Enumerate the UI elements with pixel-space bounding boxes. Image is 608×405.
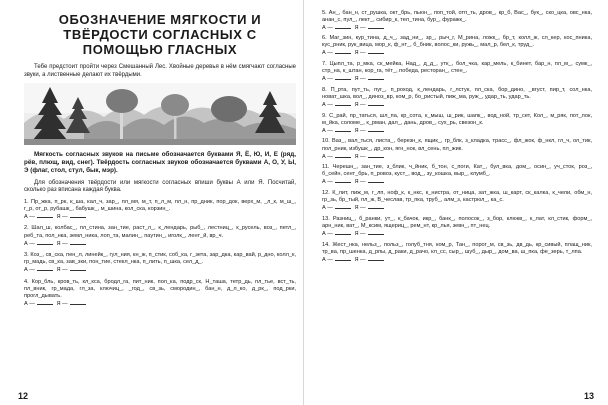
exercise-number: 13. (322, 215, 330, 222)
exercise-text: Черешн_, зан_тие, з_блик, ч_йник, б_тон, с_поги, Кат_, бул_вка, дом_, осин_, уч_сток, роз_, б_сейн, сент_брь, п_ровоз, куст_, вод_, зу_кошка, выр_, клумб_. (322, 164, 592, 178)
answer-ya-blank[interactable] (368, 178, 384, 183)
answer-ya-label: Я — (56, 240, 68, 247)
answer-ya-blank[interactable] (368, 204, 384, 209)
exercise-4 (24, 279, 296, 301)
answer-ya-label: Я — (354, 127, 366, 134)
answer-line (322, 256, 592, 264)
exercise-text: Цыпл_та, р_мка, ск_мейка, Над_, д_д_, утк_, бол_чка, кар_мель, к_бинет, бар_н, пл_м_, сумк_, стр_на, к_штан, кор_га, тёт_, победа, ресторан_, стен_. (322, 61, 592, 75)
answer-line (24, 240, 296, 248)
answer-ya-label: Я — (354, 205, 366, 212)
answer-a-label: А — (24, 301, 35, 308)
answer-a-label: А — (24, 267, 35, 274)
exercise-number: 12. (322, 190, 330, 197)
answer-a-label: А — (322, 179, 333, 186)
answer-a-label: А — (322, 24, 333, 31)
answer-line (322, 153, 592, 161)
exercise-1 (24, 199, 296, 213)
exercise-text: Жест_нка, нельз_, польз_, голуб_тня, ком_р, Тан_, порог_м, св_зь, дв_дь, кр_сивый, плащ_ник, тр_ва, пр_шенка, д_рпы, д_раки, д_рачо, кл_сс, сыр_, шуб_, дыр_, дом_ва, ш_пка, фе_зерь, т_лпа. (322, 241, 592, 255)
answer-line (322, 49, 592, 57)
answer-a-blank[interactable] (335, 230, 351, 235)
answer-a-label: А — (322, 76, 333, 83)
exercise-8 (322, 87, 592, 101)
answer-a-blank[interactable] (335, 75, 351, 80)
answer-line (322, 127, 592, 135)
page-title: ОБОЗНАЧЕНИЕ МЯГКОСТИ И ТВЁРДОСТИ СОГЛАСНЫХ С ПОМОЩЬЮ ГЛАСНЫХ (58, 12, 262, 57)
answer-a-blank[interactable] (335, 101, 351, 106)
right-page (322, 6, 592, 398)
answer-line (24, 266, 296, 274)
exercise-11 (322, 164, 592, 178)
answer-ya-blank[interactable] (368, 24, 384, 29)
exercise-9 (322, 113, 592, 127)
answer-a-blank[interactable] (335, 204, 351, 209)
answer-ya-label: Я — (354, 101, 366, 108)
exercise-number: 3. (24, 251, 29, 258)
exercise-text: Ан_, бан_н, ст_рушка, окт_брь, пьюн_, поп_той, отп_ть, дров_, кр_б, Вас_, бук_, ско_цка, овс_нка, анан_с, пул_, лект_, сибир_к, тел_тина, бур_, фуражк_. (322, 9, 592, 23)
answer-a-blank[interactable] (335, 49, 351, 54)
answer-a-blank[interactable] (335, 178, 351, 183)
left-page (24, 6, 296, 398)
answer-a-label: А — (322, 230, 333, 237)
exercise-2 (24, 225, 296, 239)
answer-a-blank[interactable] (37, 266, 53, 271)
exercise-text: Пр_жка, п_рк, к_ша, кал_ч, зар_, пл_мя, м_т, п_л_м, пл_н, пр_дник, пор_док, верх_м, _л_к, м_ш_, г_р, от_р, рубашк_, бабушк_, м_шина, кол_ска, корзин_. (24, 198, 296, 212)
answer-ya-label: Я — (354, 24, 366, 31)
answer-a-label: А — (322, 101, 333, 108)
exercise-number: 1. (24, 198, 29, 205)
exercise-13 (322, 216, 592, 230)
exercise-number: 8. (322, 86, 327, 93)
answer-ya-label: Я — (354, 50, 366, 57)
answer-ya-blank[interactable] (368, 101, 384, 106)
answer-ya-label: Я — (354, 179, 366, 186)
answer-ya-label: Я — (354, 256, 366, 263)
exercise-12 (322, 190, 592, 204)
exercise-3 (24, 252, 296, 266)
exercise-number: 4. (24, 278, 29, 285)
exercise-7 (322, 61, 592, 75)
exercise-text: С_рай, пр_таться, шл_па, кр_сота, к_мыш, ш_рик, шапк_, вод_ной, тр_сет, Кол_, м_ряк, пот_лок, м_йка, соломе_, к_рман, дал_, дань, дров_, сух_рь, свезон_к. (322, 112, 592, 126)
page-number-left: 12 (18, 391, 29, 401)
answer-ya-blank[interactable] (368, 75, 384, 80)
forest-illustration (24, 83, 296, 145)
answer-ya-blank[interactable] (70, 213, 86, 218)
exercise-number: 7. (322, 61, 327, 68)
task-text: Для обозначения твёрдости или мягкости согласных впиши буквы А или Я. Посчитай, сколько раз вписана каждая буква. (24, 179, 296, 194)
exercise-number: 10. (322, 138, 330, 145)
answer-line (24, 300, 296, 308)
answer-a-blank[interactable] (335, 24, 351, 29)
answer-a-blank[interactable] (335, 153, 351, 158)
exercise-10 (322, 138, 592, 152)
exercise-number: 11. (322, 164, 330, 171)
answer-ya-label: Я — (354, 153, 366, 160)
exercise-text: Кор_бль, кров_ть, кл_кса, бродл_га, пит_ник, пол_ка, подр_ск, Н_таша, тетр_дь, пл_тье, вст_ть, пл_вник, гр_мада, гл_за, ключиц_, _год_, св_зь, смородин_, бан_н, д_л_ко, д_рк_, под_рки, прогл_дывать. (24, 278, 296, 299)
exercise-text: Шал_ш, колбас_, пл_стина, зан_тие, раст_л_, к_лендарь, рыб_, лестниц_, к_русель, воз_, петл_, реб_та, пол_нка, земл_ника, лоп_та, малин_, паутин_, иголк_, лент_й, вр_ч. (24, 225, 296, 239)
exercise-number: 5. (322, 9, 327, 16)
exercise-text: Разниц_, б_ранки, ут_, к_бачок, икр_, банк_, полосок_, з_бор, клюкв_, к_лат, кл_стик, форм_, арн_ник, ват_, М_ксим, ящериц_, рем_нт, кр_лья, зевн_, пт_нец. (322, 215, 592, 229)
answer-a-blank[interactable] (335, 127, 351, 132)
answer-ya-label: Я — (56, 267, 68, 274)
answer-line (322, 101, 592, 109)
answer-a-blank[interactable] (37, 240, 53, 245)
exercise-number: 9. (322, 112, 327, 119)
exercise-5 (322, 10, 592, 24)
exercise-text: Ваз_, вал_ться, листа_, березн_к, ящик_, гр_блк, з_кладка, трасс_, фл_жок, ф_нкл, гл_ч, ол_тик, пол_рник, избушк_, др_кон, ягн_нок, вл_сень, пл_жик. (322, 138, 592, 152)
exercise-14 (322, 242, 592, 256)
answer-a-label: А — (24, 240, 35, 247)
answer-a-blank[interactable] (37, 300, 53, 305)
exercise-text: Коз_, св_ска, пен_л, линейк_, гул_ния, кн_ж, п_стик, соб_ка, г_зета, зар_дка, кар_вай, р_дно, колл_к, гр_мадь, св_ка, зав_зки, пон_тие, стекл_нка, п_лить, п_шка, сел_д_. (24, 251, 296, 266)
answer-a-label: А — (322, 153, 333, 160)
page-fold (303, 0, 304, 405)
answer-a-label: А — (322, 256, 333, 263)
exercise-number: 14. (322, 241, 330, 248)
rule-text: Мягкость согласных звуков на письме обозначается буквами Я, Ё, Ю, И, Е (ряд, рёв, плющ, вид, снег). Твёрдость согласных звуков обозначается буквами А, О, У, Ы, Э (флаг, стол, стул, бык, мэр). (24, 151, 296, 174)
answer-ya-label: Я — (354, 76, 366, 83)
answer-line (322, 75, 592, 83)
answer-line (322, 204, 592, 212)
answer-ya-blank[interactable] (70, 300, 86, 305)
answer-line (322, 230, 592, 238)
answer-line (24, 213, 296, 221)
answer-ya-label: Я — (56, 214, 68, 221)
answer-line (322, 178, 592, 186)
exercise-6 (322, 35, 592, 49)
intro-text: Тебе предстоит пройти через Смешанный Лес. Хвойные деревья в нём смягчают согласные звуки, а лиственные делают их твёрдыми. (24, 64, 296, 78)
exercise-text: Маг_зин, кур_тина, д_ч_, зад_ни_, зр_, рыч_г, М_рина, ложк_, бр_т, колл_ж, сл_кер, кос_пника, кус_рник, рук_вица, мор_к, ф_нт_, б_бник, волос_ки, ружь_, мал_р, бел_к, труд_. (322, 35, 592, 49)
exercise-number: 6. (322, 35, 327, 42)
answer-line (322, 24, 592, 32)
answer-ya-blank[interactable] (368, 230, 384, 235)
exercise-number: 2. (24, 225, 29, 232)
answer-a-label: А — (322, 205, 333, 212)
page-number-right: 13 (583, 391, 594, 401)
answer-ya-blank[interactable] (70, 240, 86, 245)
answer-ya-blank[interactable] (368, 49, 384, 54)
answer-ya-blank[interactable] (368, 256, 384, 261)
answer-a-label: А — (24, 214, 35, 221)
answer-a-blank[interactable] (37, 213, 53, 218)
answer-ya-label: Я — (354, 230, 366, 237)
exercise-text: П_рта, пут_ть, пуг_, п_роход, к_лендарь, г_лстук, пл_ска, бор_дино, _вгуст, пир_т, сол_нка, новат_шка, вол_, диноз_вр, ком_р, бо_ристый, пиж_ма, руж_, удар_ть, удар_ть. (322, 86, 592, 100)
answer-a-label: А — (322, 50, 333, 57)
answer-a-label: А — (322, 127, 333, 134)
answer-ya-blank[interactable] (70, 266, 86, 271)
answer-a-blank[interactable] (335, 256, 351, 261)
answer-ya-label: Я — (56, 301, 68, 308)
answer-ya-blank[interactable] (368, 153, 384, 158)
answer-ya-blank[interactable] (368, 127, 384, 132)
exercise-text: К_лит, пиж_м, г_лп, ноф_к, к_нкс, к_нистра, от_ница, зат_жка, ш_карт, ск_калка, к_чели, обм_н, гр_зь, бр_тый, пл_ж, В_чеслав, тр_пка, труб_, алм_з, кастрюл_, ка_с. (322, 190, 592, 204)
